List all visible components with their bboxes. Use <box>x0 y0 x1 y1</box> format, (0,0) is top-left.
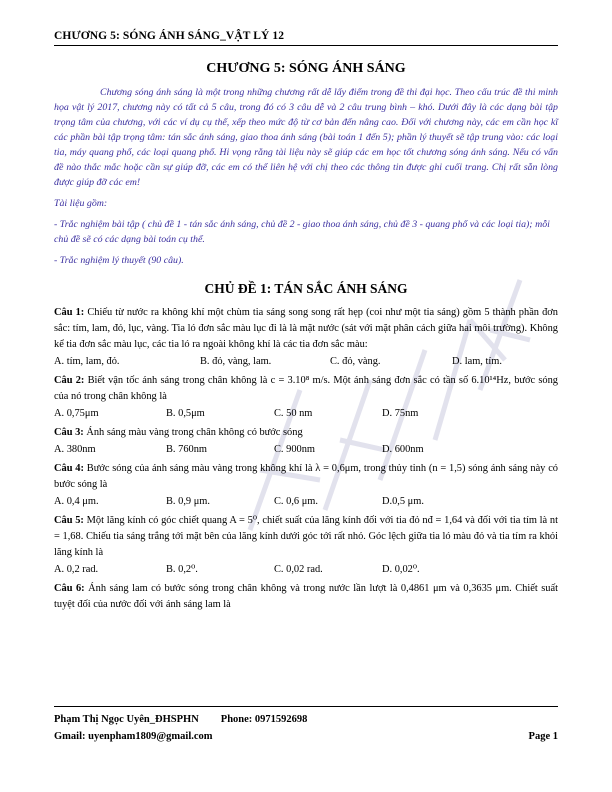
question-number: Câu 5: <box>54 515 84 526</box>
question-4 <box>54 461 558 510</box>
question-6 <box>54 581 558 613</box>
materials-label: Tài liệu gồm: <box>54 198 108 209</box>
option-b: B. 760nm <box>166 444 207 455</box>
option-c: C. 50 nm <box>274 408 313 419</box>
option-b: B. 0,2⁰. <box>166 564 198 575</box>
page-number: Page 1 <box>528 731 558 742</box>
question-text: Ánh sáng màu vàng trong chân không có bước sóng <box>86 427 303 438</box>
option-d: D. 600nm <box>382 444 424 455</box>
chapter-title: CHƯƠNG 5: SÓNG ÁNH SÁNG <box>206 61 406 76</box>
question-text: Bước sóng của ánh sáng màu vàng trong không khí là λ = 0,6μm, trong thủy tinh (n = 1,5) sóng ánh sáng này có bước sóng là <box>54 463 559 490</box>
topic-title: CHỦ ĐỀ 1: TÁN SẮC ÁNH SÁNG <box>204 281 408 296</box>
question-number: Câu 6: <box>54 583 85 594</box>
materials-bullet-2: - Trắc nghiệm lý thuyết (90 câu). <box>54 255 184 266</box>
question-text: Một lăng kính có góc chiết quang A = 5⁰, chiết suất của lăng kính đối với tia đỏ nđ = 1,64 và đối với tia tím là nt = 1,68. Chiếu tia sáng trắng tới mặt bên của lăng kính dưới góc tới rất nhỏ. Góc lệch giữa tia ló màu đỏ và tia tím ra khỏi lăng kính là <box>54 515 559 558</box>
footer-author: Phạm Thị Ngọc Uyên_ĐHSPHN <box>54 714 199 725</box>
option-a: A. 0,75μm <box>54 408 99 419</box>
option-d: D. 0,02⁰. <box>382 564 420 575</box>
option-a: A. tím, lam, đỏ. <box>54 356 120 367</box>
option-a: A. 0,2 rad. <box>54 564 99 575</box>
question-number: Câu 1: <box>54 307 85 318</box>
option-c: C. đỏ, vàng. <box>330 356 381 367</box>
question-number: Câu 2: <box>54 375 85 386</box>
option-b: B. 0,5μm <box>166 408 205 419</box>
intro-paragraph: Chương sóng ánh sáng là một trong những chương rất dễ lấy điểm trong đề thi đại học. Theo cấu trúc đề thi minh họa vật lý 2017, chương này có tất cả 5 câu, trong đó có 3 câu dễ và 2 câu trung bình – khó. Dưới đây là các dạng bài tập trọng tâm của chương, với các ví dụ cụ thể, xếp theo mức độ từ cơ bản đến nâng cao. Đối với chương này, các em cần học kĩ các phần bài tập trọng tâm: tán sắc ánh sáng, giao thoa ánh sáng (bài toán 1 đến 5); phần lý thuyết sẽ tập trung vào: các loại tia, máy quang phổ, các loại quang phổ. Hi vọng rằng tài liệu này sẽ giúp các em học tốt chương sóng ánh sáng. Nếu có vấn đề nào thắc mắc hoặc cần sự giúp đỡ, các em có thể liên hệ với chị theo các thông tin được ghi cuối trang. Chị rất sẵn lòng được giúp đỡ các em! <box>54 87 558 188</box>
option-c: C. 0,6 μm. <box>274 496 318 507</box>
question-text: Biết vận tốc ánh sáng trong chân không là c = 3.10⁸ m/s. Một ánh sáng đơn sắc có tần số 6.10¹⁴Hz, bước sóng của nó trong chân không là <box>54 375 558 402</box>
question-text: Chiếu từ nước ra không khí một chùm tia sáng song song rất hẹp (coi như một tia sáng) gồm 5 thành phần đơn sắc: tím, lam, đỏ, lục, vàng. Tia ló đơn sắc màu lục đi là là mặt nước (sát với mặt phân cách giữa hai môi trường). Không kể tia đơn sắc màu lục, các tia ló ra ngoài không khí là các tia đơn sắc màu: <box>54 307 558 350</box>
footer-phone: Phone: 0971592698 <box>220 714 308 725</box>
option-d: D. lam, tím. <box>452 356 502 367</box>
option-d: D.0,5 μm. <box>382 496 424 507</box>
document-page <box>54 30 558 613</box>
option-c: C. 0,02 rad. <box>274 564 323 575</box>
question-number: Câu 4: <box>54 463 84 474</box>
footer-email: Gmail: uyenpham1809@gmail.com <box>54 731 213 742</box>
question-5 <box>54 513 558 578</box>
option-a: A. 380nm <box>54 444 96 455</box>
page-footer <box>54 706 558 745</box>
option-d: D. 75nm <box>382 408 419 419</box>
option-c: C. 900nm <box>274 444 315 455</box>
question-1 <box>54 305 558 370</box>
running-header: CHƯƠNG 5: SÓNG ÁNH SÁNG_VẬT LÝ 12 <box>54 30 558 46</box>
option-a: A. 0,4 μm. <box>54 496 99 507</box>
question-2 <box>54 373 558 422</box>
materials-bullet-1: - Trắc nghiệm bài tập ( chủ đề 1 - tán sắc ánh sáng, chủ đề 2 - giao thoa ánh sáng, chủ đề 3 - quang phổ và các loại tia); mỗi chủ đề sẽ có các dạng bài toán cụ thể. <box>54 219 550 245</box>
question-text: Ánh sáng lam có bước sóng trong chân không và trong nước lần lượt là 0,4861 μm và 0,3635 μm. Chiết suất tuyệt đối của nước đối với ánh sáng lam là <box>54 583 558 610</box>
option-b: B. 0,9 μm. <box>166 496 210 507</box>
question-3 <box>54 425 558 458</box>
question-number: Câu 3: <box>54 427 84 438</box>
option-b: B. đỏ, vàng, lam. <box>200 356 272 367</box>
